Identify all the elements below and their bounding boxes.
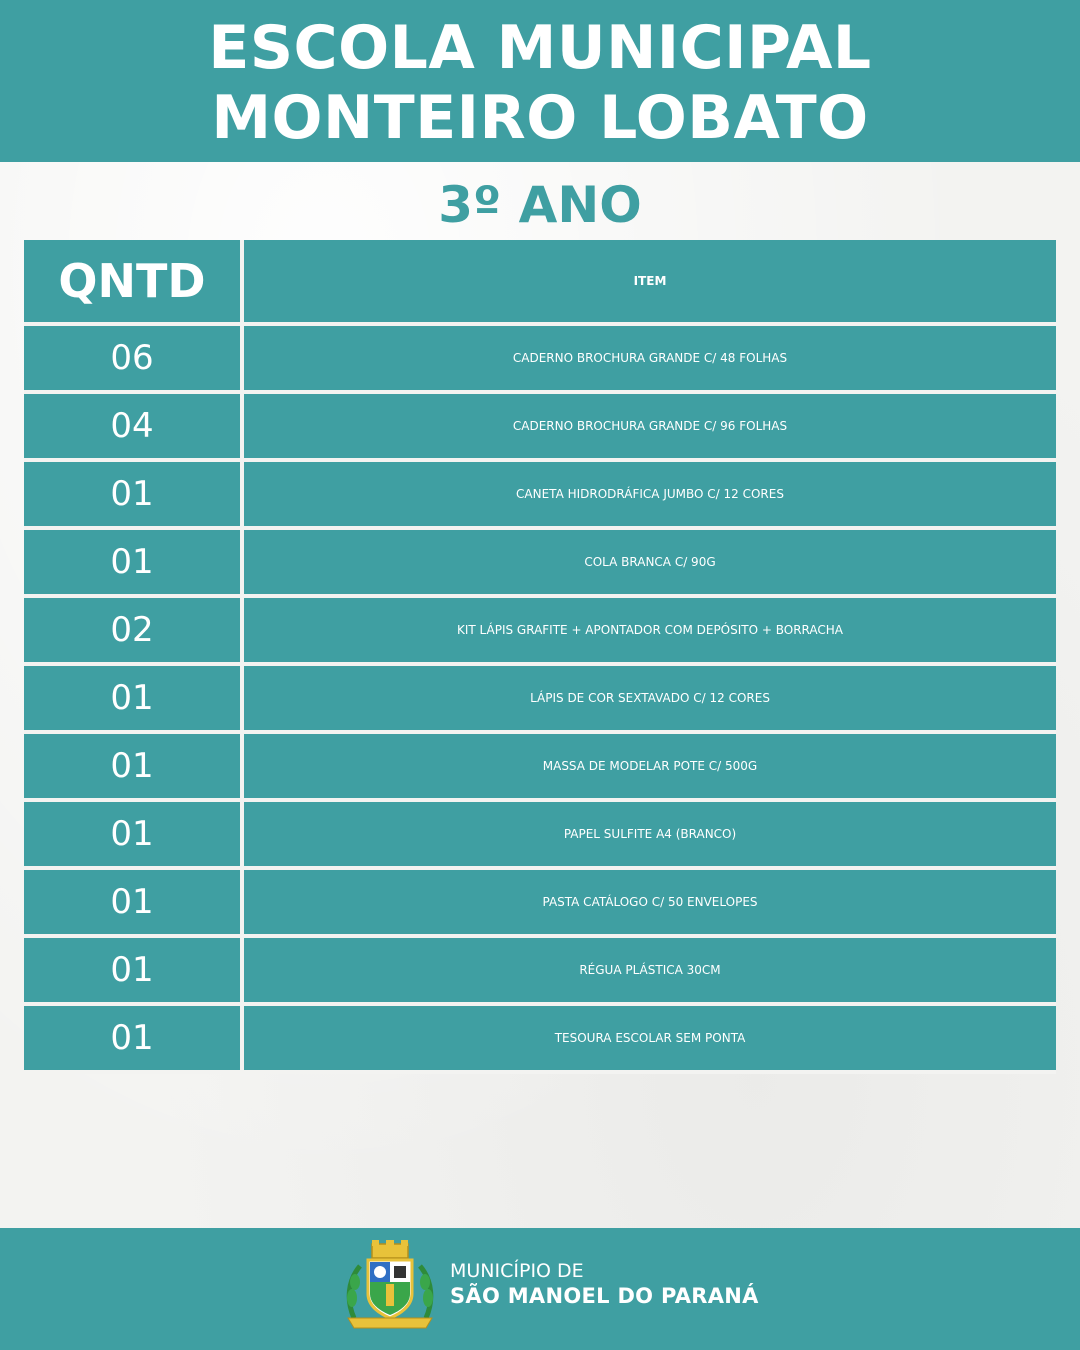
row-item: MASSA DE MODELAR POTE C/ 500G [244,734,1056,802]
row-qty: 06 [24,326,244,394]
row-qty: 01 [24,530,244,598]
row-qty: 02 [24,598,244,666]
row-item: COLA BRANCA C/ 90G [244,530,1056,598]
table-row [24,394,1056,462]
grade-title: 3º ANO [438,176,642,234]
row-qty: 01 [24,802,244,870]
row-qty: 04 [24,394,244,462]
row-qty: 01 [24,938,244,1006]
row-item: CADERNO BROCHURA GRANDE C/ 96 FOLHAS [244,394,1056,462]
table-row [24,666,1056,734]
table-row [24,802,1056,870]
row-item: TESOURA ESCOLAR SEM PONTA [244,1006,1056,1074]
table-row [24,530,1056,598]
table-row [24,870,1056,938]
row-qty: 01 [24,1006,244,1074]
table-row [24,462,1056,530]
header-qty: QNTD [24,240,244,326]
header-banner [0,0,1080,162]
row-qty: 01 [24,870,244,938]
table-row [24,734,1056,802]
school-name-line-2: MONTEIRO LOBATO [211,83,869,153]
school-name-line-1: ESCOLA MUNICIPAL [208,13,872,83]
municipality-name: SÃO MANOEL DO PARANÁ [450,1284,759,1308]
row-item: PAPEL SULFITE A4 (BRANCO) [244,802,1056,870]
row-item: KIT LÁPIS GRAFITE + APONTADOR COM DEPÓSITO + BORRACHA [244,598,1056,666]
supply-list-table [24,240,1056,1074]
row-qty: 01 [24,734,244,802]
row-item: CADERNO BROCHURA GRANDE C/ 48 FOLHAS [244,326,1056,394]
row-item: CANETA HIDRODRÁFICA JUMBO C/ 12 CORES [244,462,1056,530]
municipal-coat-of-arms-icon [342,1240,438,1330]
row-item: RÉGUA PLÁSTICA 30CM [244,938,1056,1006]
table-row [24,938,1056,1006]
row-item: PASTA CATÁLOGO C/ 50 ENVELOPES [244,870,1056,938]
row-qty: 01 [24,462,244,530]
row-qty: 01 [24,666,244,734]
table-row [24,598,1056,666]
table-header-row [24,240,1056,326]
table-row [24,1006,1056,1074]
municipality-prefix: MUNICÍPIO DE [450,1260,584,1282]
table-body [24,326,1056,1074]
row-item: LÁPIS DE COR SEXTAVADO C/ 12 CORES [244,666,1056,734]
header-item: ITEM [244,240,1056,326]
table-row [24,326,1056,394]
